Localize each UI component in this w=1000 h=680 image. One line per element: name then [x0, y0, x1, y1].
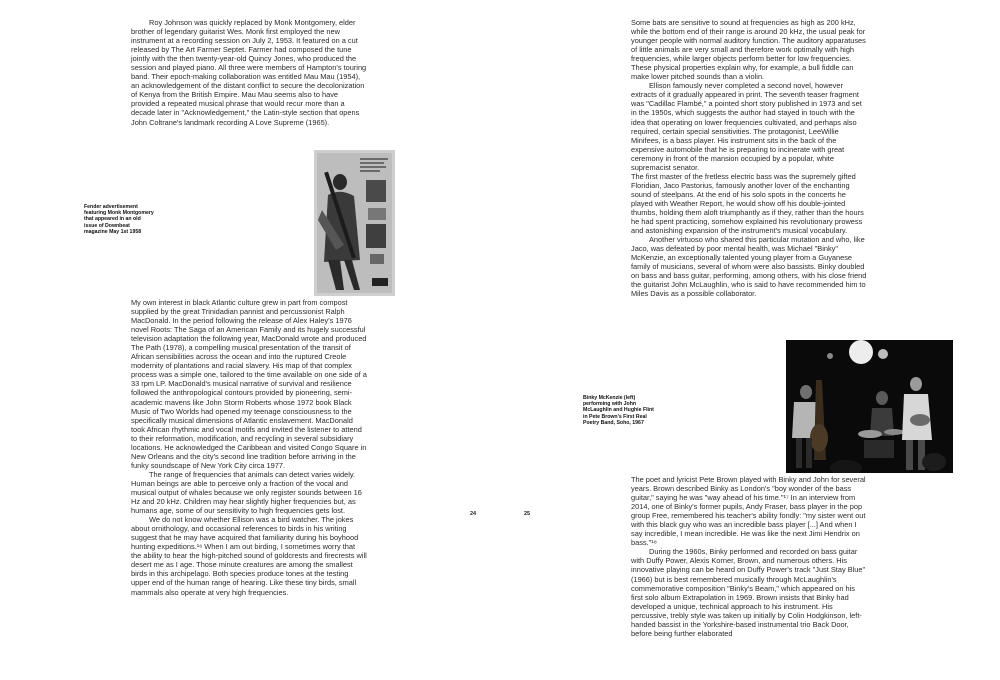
left-paragraph-1: Roy Johnson was quickly replaced by Monk Montgomery, elder brother of legendary guitarist Wes. Monk first employed the new instrument at a recording session on July 2, 1953. It featured on a cut released by The Art Farmer Septet. Farmer had composed the tune jointly with the then twenty-year-old Quincy Jones, who produced the session and played piano. All three were members of Hampton's touring band. Their epoch-making collaboration was entitled Mau Mau (1954), an acknowledgement of the distant conflict to secure the decolonization of Kenya from the British Empire. Mau Mau seems also to have provided a repeated musical phrase that would recur more than a decade later in "Acknowledgement," the Latin-style section that opens John Coltrane's landmark recording A Love Supreme (1965). [131, 18, 367, 127]
right-paragraph-4: Another virtuoso who shared this particular mutation and who, like Jaco, was defeated by poor mental health, was Michael "Binky" McKenzie, an exceptionally talented young player from a Guyanese family of musicians, several of whom were also bassists. Binky doubled on bass and bass guitar, performing, among others, with his close friend the guitarist John McLaughlin, who is said to have recommended him to Miles Davis as a possible collaborator. [631, 235, 867, 299]
left-photo-caption: Fender advertisement featuring Monk Montgomery that appeared in an old issue of Downbeat magazine May 1st 1958 [84, 204, 154, 235]
right-paragraph-1: Some bats are sensitive to sound at frequencies as high as 200 kHz, while the bottom end of their range is around 20 kHz, the usual peak for younger people with normal auditory function. The auditory apparatuses of little animals are very small and therefore work optimally with high frequencies, while larger objects perform better for low frequencies. These physical properties explain why, for example, a bull fiddle can make lower pitched sounds than a violin. [631, 18, 866, 82]
right-col-top [631, 18, 867, 298]
binky-mckenzie-band-photo [786, 340, 953, 473]
left-paragraph-2: My own interest in black Atlantic culture grew in part from compost supplied by the great Trinidadian pannist and percussionist Ralph MacDonald. In the period following the release of Alex Haley's 1976 novel Roots: The Saga of an American Family and its hugely successful television adaptation the following year, MacDonald wrote and produced The Path (1978), a compelling musical presentation of the transit of African sensibilities across the ocean and into the ruptured Creole modernity of plantations and racial slavery. His map of that complex process was a simple one, tailored to the time available on one side of a 33 rpm LP. MacDonald's musical narrative of survival and resilience followed the anthropological contours provided by pioneering, semi-academic mavens like John Storm Roberts whose 1972 book Black Music of Two Worlds had opened my teenage consciousness to the specifically musical dimensions of Atlantic enslavement. MacDonald took African rhythmic and vocal motifs and invited the listener to attend to their reformation, modification, and recycling in several subsidiary locations. He acknowledged the Caribbean and visited Congo Square in New Orleans and the city's second line tradition before arriving in the funky soundscape of New York City circa 1977. [131, 298, 367, 470]
right-paragraph-6: During the 1960s, Binky performed and recorded on bass guitar with Duffy Power, Alexis Korner, Brown, and numerous others. His innovative playing can be heard on Duffy Power's track "Just Stay Blue" (1966) but is best remembered musically through McLaughlin's commemorative composition "Binky's Beam," which appeared on his first solo album Extrapolation in 1969. Brown insists that Binky had developed a unique, technical approach to his instrument. His percussive, trebly style was taken up initially by Colin Hodgkinson, left-handed bassist in the Yorkshire-based instrumental trio Back Door, before being further elaborated [631, 547, 866, 638]
left-paragraph-4: We do not know whether Ellison was a bird watcher. The jokes about ornithology, and occasional references to birds in his writing suggest that he may have acquired that familiarity during his boyhood hunting expeditions.¹⁶ When I am out birding, I sometimes worry that the ability to hear the high-pitched sound of goldcrests and firecrests will desert me as I age. Those minute creatures are among the smallest birds in this archipelago. Both species produce tones at the testing upper end of the human range of hearing. Like these tiny birds, small mammals also operate at very high frequencies. [131, 515, 367, 597]
right-page-number: 25 [524, 511, 531, 517]
right-paragraph-2: Ellison famously never completed a second novel, however extracts of it gradually appeared in print. The seventh teaser fragment was "Cadillac Flambé," a pointed short story published in 1973 and set in the 1950s, which suggests the author had stayed in touch with the idea that operating on lower frequencies cultivated, and perhaps also required, certain special sensitivities. The protagonist, LeeWillie Minifees, is a bass player. His instrument sits in the back of the expensive automobile that he is preparing to incinerate with great ceremony in front of the mansion occupied by a popular, white supremacist senator. [631, 81, 862, 172]
right-photo-caption: Binky McKenzie (left) performing with John McLaughlin and Hughie Flint in Pete Brown's First Real Poetry Band, Soho, 1967 [583, 395, 654, 426]
fender-advertisement-image [314, 150, 395, 296]
left-paragraph-3: The range of frequencies that animals can detect varies widely. Human beings are able to perceive only a fraction of the vocal and musical output of whales because we only register sounds between 16 Hz and 20 kHz. Children may hear slightly higher frequencies but, as humans age, some of our sensitivity to high frequencies gets lost. [131, 469, 362, 516]
right-col-bottom [631, 475, 867, 638]
right-paragraph-5: The poet and lyricist Pete Brown played with Binky and John for several years. Brown described Binky as London's "boy wonder of the bass guitar," saying he was "way ahead of his time."¹⁷ In an interview from 2014, one of Binky's former pupils, Andy Fraser, bass player in the pop group Free, remembered his teacher's ability fondly: "my sister went out with this black guy who was an incredible bass player [...] And when I say incredible, I mean incredible. He was like the next Jimi Hendrix on bass."¹⁸ [631, 475, 866, 548]
left-col-bottom [131, 298, 367, 597]
right-paragraph-3: The first master of the fretless electric bass was the supremely gifted Floridian, Jaco Pastorius, famously another lover of the enchanting sound of steelpans. At the end of his solo spots in the concerts he played with Weather Report, he would show off his double-jointed thumbs, holding them aloft triumphantly as if they, rather than the hours he had spent practicing, somehow explained his revolutionary prowess and astonishing expansion of the instrument's musical vocabulary. [631, 171, 864, 236]
left-page-number: 24 [470, 511, 477, 517]
left-col-top [131, 18, 367, 127]
